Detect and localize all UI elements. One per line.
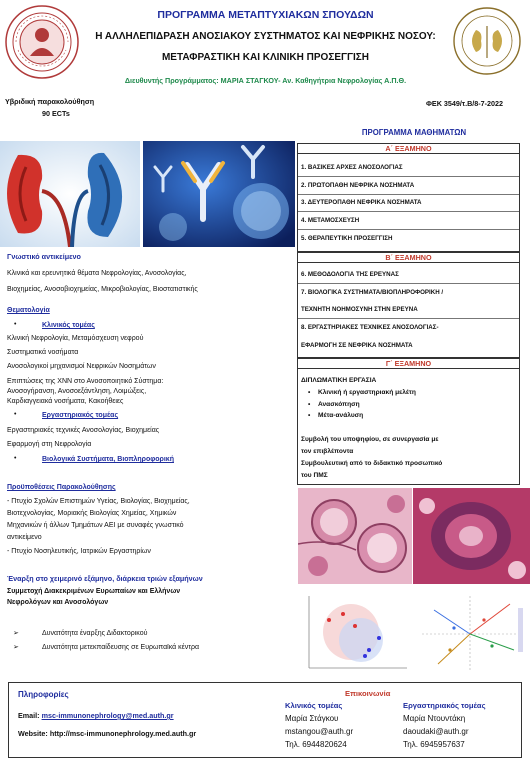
bullet-icon: • <box>308 412 311 419</box>
bullet-icon: • <box>14 321 17 328</box>
thesis-note: Συμβολή του υποψηφίου, σε συνεργασία με <box>301 436 439 443</box>
program-title: ΠΡΟΓΡΑΜΜΑ ΜΕΤΑΠΤΥΧΙΑΚΩΝ ΣΠΟΥΔΩΝ <box>157 9 374 21</box>
lab-sector-heading: Εργαστηριακός τομέας <box>42 412 119 419</box>
divider <box>298 194 519 195</box>
divider <box>298 211 519 212</box>
option-training: Δυνατότητα μετεκπαίδευσης σε Ευρωπαϊκά κέντρα <box>42 644 200 651</box>
course-item: 4. ΜΕΤΑΜΟΣΧΕΥΣΗ <box>301 217 360 224</box>
course-item: 7. ΒΙΟΛΟΓΙΚΑ ΣΥΣΤΗΜΑΤΑ/ΒΙΟΠΛΗΡΟΦΟΡΙΚΗ / <box>301 289 444 296</box>
communication-heading: Επικοινωνία <box>345 689 391 698</box>
email-link[interactable]: msc-immunonephrology@med.auth.gr <box>41 711 174 720</box>
thesis-note: του ΠΜΣ <box>301 472 328 479</box>
start-duration-heading: Έναρξη στο χειμερινό εξάμηνο, διάρκεια τριών εξαμήνων <box>7 574 203 583</box>
lab-topic: Εφαρμογή στη Νεφρολογία <box>7 441 92 448</box>
thesis-option: Κλινική ή εργαστηριακή μελέτη <box>318 389 416 396</box>
semester-b-heading: Β΄ ΕΞΑΜΗΝΟ <box>297 252 520 263</box>
info-heading: Πληροφορίες <box>18 690 69 699</box>
program-courses-heading: ΠΡΟΓΡΑΜΜΑ ΜΑΘΗΜΑΤΩΝ <box>361 128 467 137</box>
option-phd: Δυνατότητα έναρξης Διδακτορικού <box>42 630 148 637</box>
faculty-note: Νεφρολόγων και Ανοσολόγων <box>7 599 109 606</box>
course-item: 6. ΜΕΘΟΔΟΛΟΓΙΑ ΤΗΣ ΕΡΕΥΝΑΣ <box>301 271 399 278</box>
clinical-contact-email[interactable]: mstangou@auth.gr <box>285 727 354 736</box>
attendance-mode: Υβριδική παρακολούθηση <box>5 97 95 106</box>
prerequisite-line: Μηχανικών ή άλλων Τμημάτων ΑΕΙ με συναφές γνωστικό <box>7 522 184 529</box>
prerequisite-line: - Πτυχίο Σχολών Επιστημών Υγείας, Βιολογίας, Βιοχημείας, <box>7 498 190 505</box>
clinical-topic: Κλινική Νεφρολογία, Μεταμόσχευση νεφρού <box>7 335 144 342</box>
lab-contact-email[interactable]: daoudaki@auth.gr <box>403 727 469 736</box>
course-item: 8. ΕΡΓΑΣΤΗΡΙΑΚΕΣ ΤΕΧΝΙΚΕΣ ΑΝΟΣΟΛΟΓΙΑΣ- <box>301 324 439 331</box>
clinical-topic: Ανοσολογικοί μηχανισμοί Νεφρικών Νοσημάτων <box>7 363 156 370</box>
cognitive-object-line: Κλινικά και ερευνητικά θέματα Νεφρολογίας, Ανοσολογίας, <box>7 270 187 277</box>
prerequisite-line: - Πτυχίο Νοσηλευτικής, Ιατρικών Εργαστηρίων <box>7 548 151 555</box>
gazette-reference: ΦΕΚ 3549/τ.Β/8-7-2022 <box>426 99 504 108</box>
bullet-icon: • <box>14 455 17 462</box>
bio-systems-heading: Βιολογικά Συστήματα, Βιοπληροφορική <box>42 456 174 463</box>
clinical-topic: Επιπτώσεις της ΧΝΝ στο Ανοσοποιητικό Σύστημα: <box>7 378 164 385</box>
semester-c-heading: Γ΄ ΕΞΑΜΗΝΟ <box>297 358 520 369</box>
cognitive-object-heading: Γνωστικό αντικείμενο <box>7 252 81 261</box>
clinical-topic: Ανοσογήρανση, Ανοσοεξάντληση, Λοιμώξεις, <box>7 388 147 395</box>
lab-contact-heading: Εργαστηριακός τομέας <box>403 701 486 710</box>
thesis-option: Ανασκόπηση <box>318 401 360 408</box>
ects-credits: 90 ECTs <box>42 109 70 118</box>
semester-a-heading: Α΄ ΕΞΑΜΗΝΟ <box>297 143 520 154</box>
course-item: 2. ΠΡΩΤΟΠΑΘΗ ΝΕΦΡΙΚΑ ΝΟΣΗΜΑΤΑ <box>301 182 415 189</box>
course-item: 5. ΘΕΡΑΠΕΥΤΙΚΗ ΠΡΟΣΕΓΓΙΣΗ <box>301 235 393 242</box>
email-label: Email: <box>18 711 42 720</box>
antibody-illustration-image <box>143 141 295 247</box>
lab-contact-name: Μαρία Ντουντάκη <box>403 714 466 723</box>
course-item: 1. ΒΑΣΙΚΕΣ ΑΡΧΕΣ ΑΝΟΣΟΛΟΓΙΑΣ <box>301 164 403 171</box>
analysis-plot-image <box>414 590 529 678</box>
prerequisites-heading: Προϋποθέσεις Παρακολούθησης <box>7 484 116 491</box>
kidney-illustration-image <box>0 141 140 247</box>
themes-heading: Θεματολογία <box>7 307 50 314</box>
lab-topic: Εργαστηριακές τεχνικές Ανοσολογίας, Βιοχημείας <box>7 427 160 434</box>
divider <box>298 229 519 230</box>
email-line <box>18 711 174 720</box>
program-subtitle: Η ΑΛΛΗΛΕΠΙΔΡΑΣΗ ΑΝΟΣΙΑΚΟΥ ΣΥΣΤΗΜΑΤΟΣ ΚΑΙ ΝΕΦΡΙΚΗΣ ΝΟΣΟΥ: <box>95 31 436 42</box>
analysis-plot-image <box>299 590 413 678</box>
faculty-note: Συμμετοχή Διακεκριμένων Ευρωπαίων και Ελλήνων <box>7 588 181 595</box>
clinical-sector-heading: Κλινικός τομέας <box>42 322 95 329</box>
arrow-bullet-icon: ➢ <box>13 630 19 637</box>
course-item: ΕΦΑΡΜΟΓΗ ΣΕ ΝΕΦΡΙΚΑ ΝΟΣΗΜΑΤΑ <box>301 342 413 349</box>
clinical-contact-name: Μαρία Στάγκου <box>285 714 339 723</box>
thesis-option: Μέτα-ανάλυση <box>318 412 364 419</box>
histology-image <box>298 488 412 584</box>
prerequisite-line: αντικείμενο <box>7 534 42 541</box>
clinical-contact-heading: Κλινικός τομέας <box>285 701 343 710</box>
course-item: 3. ΔΕΥΤΕΡΟΠΑΘΗ ΝΕΦΡΙΚΑ ΝΟΣΗΜΑΤΑ <box>301 199 422 206</box>
thesis-note: τον επιβλέποντα <box>301 448 354 455</box>
program-subtitle-2: ΜΕΤΑΦΡΑΣΤΙΚΗ ΚΑΙ ΚΛΙΝΙΚΗ ΠΡΟΣΕΓΓΙΣΗ <box>161 52 370 63</box>
arrow-bullet-icon: ➢ <box>13 644 19 651</box>
histology-image <box>413 488 530 584</box>
clinical-topic: Συστηματικά νοσήματα <box>7 349 79 356</box>
clinical-topic: Καρδιαγγειακά νοσήματα, Κακοήθειες <box>7 398 124 405</box>
thesis-note: Συμβουλευτική από το διδακτικό προσωπικό <box>301 460 443 467</box>
bullet-icon: • <box>308 401 311 408</box>
prerequisite-line: Βιοτεχνολογίας, Μοριακής Βιολογίας Χημείας, Χημικών <box>7 510 177 517</box>
lab-contact-phone[interactable]: Τηλ. 6945957637 <box>403 740 465 749</box>
program-director: Διευθυντής Προγράμματος: ΜΑΡΙΑ ΣΤΑΓΚΟΥ- Αν. Καθηγήτρια Νεφρολογίας Α.Π.Θ. <box>124 76 407 85</box>
website-link[interactable]: Website: http://msc-immunonephrology.med.auth.gr <box>18 729 197 738</box>
divider <box>298 283 519 284</box>
divider <box>298 176 519 177</box>
clinical-contact-phone[interactable]: Τηλ. 6944820624 <box>285 740 347 749</box>
cognitive-object-line: Βιοχημείας, Ανοσοβιοχημείας, Μικροβιολογίας, Βιοστατιστικής <box>7 286 198 293</box>
thesis-heading: ΔΙΠΛΩΜΑΤΙΚΗ ΕΡΓΑΣΙΑ <box>301 377 377 384</box>
bullet-icon: • <box>14 411 17 418</box>
bullet-icon: • <box>308 389 311 396</box>
divider <box>298 318 519 319</box>
course-item: ΤΕΧΝΗΤΗ ΝΟΗΜΟΣΥΝΗ ΣΤΗΝ ΕΡΕΥΝΑ <box>301 306 418 313</box>
